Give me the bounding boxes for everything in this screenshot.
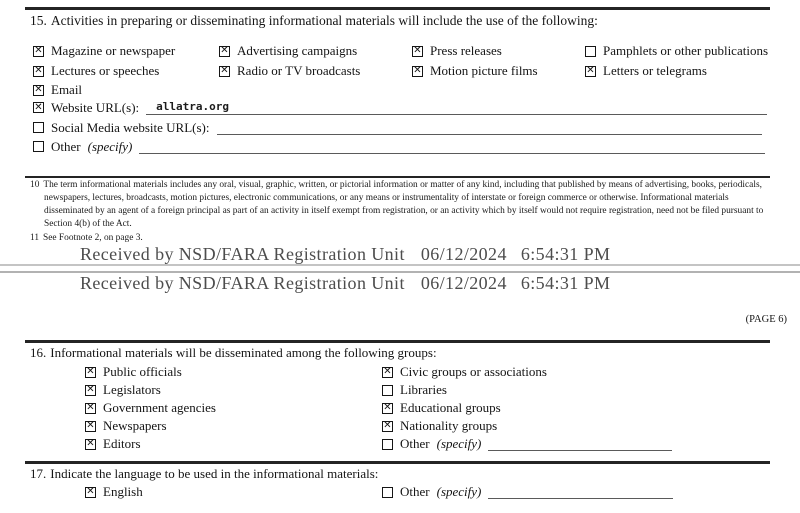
option-label: Email: [51, 82, 83, 97]
footnote-11: [30, 232, 775, 245]
checkbox-q15-other[interactable]: [33, 141, 44, 152]
checkbox-q17-other[interactable]: [382, 487, 393, 498]
website-url-field[interactable]: [146, 99, 767, 115]
option-pamphlets: [585, 43, 768, 59]
footnote-11-number: 11: [30, 232, 40, 243]
option-press-releases: [412, 43, 585, 59]
option-libraries: [382, 381, 672, 399]
q16-other-field[interactable]: [488, 435, 672, 451]
question-16-right-column: [382, 363, 672, 453]
social-media-url-field[interactable]: [217, 119, 763, 135]
option-label: English: [103, 484, 143, 499]
option-label: Newspapers: [103, 418, 167, 433]
checkbox-english[interactable]: [85, 487, 96, 498]
q16-other-specify-label: (specify): [436, 436, 482, 451]
option-label: Government agencies: [103, 400, 216, 415]
option-educational-groups: [382, 399, 672, 417]
option-editors: [85, 435, 216, 453]
option-label: Libraries: [400, 382, 447, 397]
option-government-agencies: [85, 399, 216, 417]
option-letters-or-telegrams: [585, 63, 768, 79]
section-divider: [25, 461, 770, 464]
checkbox-magazine-or-newspaper[interactable]: [33, 46, 44, 57]
checkbox-email[interactable]: [33, 85, 44, 96]
checkbox-editors[interactable]: [85, 439, 96, 450]
checkbox-civic-groups[interactable]: [382, 367, 393, 378]
question-15-number: 15.: [30, 13, 47, 28]
option-label: Legislators: [103, 382, 161, 397]
question-17-title: Indicate the language to be used in the informational materials:: [50, 466, 379, 481]
question-17-number: 17.: [30, 466, 47, 481]
option-radio-tv-broadcasts: [219, 63, 412, 79]
checkbox-social-media-url[interactable]: [33, 122, 44, 133]
option-label: Civic groups or associations: [400, 364, 547, 379]
stamp-text: Received by NSD/FARA Registration Unit: [80, 273, 405, 293]
option-q16-other: [382, 435, 672, 453]
option-label: Advertising campaigns: [237, 43, 358, 58]
social-media-url-row: [33, 119, 762, 136]
option-label: Editors: [103, 436, 141, 451]
checkbox-q16-other[interactable]: [382, 439, 393, 450]
checkbox-libraries[interactable]: [382, 385, 393, 396]
website-url-row: [33, 99, 767, 116]
option-legislators: [85, 381, 216, 399]
section-divider: [25, 340, 770, 343]
stamp-date: 06/12/2024: [420, 273, 507, 293]
checkbox-lectures-or-speeches[interactable]: [33, 66, 44, 77]
checkbox-legislators[interactable]: [85, 385, 96, 396]
stamp-text: Received by NSD/FARA Registration Unit: [80, 244, 405, 264]
received-stamp-2: [80, 273, 610, 293]
q16-other-label: Other: [400, 436, 430, 451]
option-english: [85, 483, 143, 501]
question-16-title: Informational materials will be disseminated among the following groups:: [50, 345, 437, 360]
q17-other-specify-label: (specify): [436, 484, 482, 499]
option-label: Press releases: [430, 43, 502, 58]
footnote-10-number: 10: [30, 180, 40, 190]
option-label: Lectures or speeches: [51, 63, 160, 78]
option-advertising-campaigns: [219, 43, 412, 59]
option-label: Public officials: [103, 364, 182, 379]
page-boundary-line-top: [0, 264, 800, 266]
question-15-title: Activities in preparing or disseminating informational materials will include the use of the following:: [50, 13, 598, 28]
q15-other-specify-label: (specify): [87, 138, 133, 154]
checkbox-letters-or-telegrams[interactable]: [585, 66, 596, 77]
social-media-url-label: Social Media website URL(s):: [51, 119, 210, 135]
question-16-number: 16.: [30, 345, 47, 360]
received-stamp-1: [80, 244, 610, 264]
website-url-label: Website URL(s):: [51, 99, 140, 115]
option-email: [33, 82, 82, 98]
footnote-11-text: See Footnote 2, on page 3.: [43, 232, 143, 243]
website-url-value: allatra.org: [156, 100, 229, 113]
q17-other-field[interactable]: [488, 483, 673, 499]
q15-other-field[interactable]: [139, 138, 765, 154]
option-lectures-or-speeches: [33, 63, 219, 79]
checkbox-government-agencies[interactable]: [85, 403, 96, 414]
checkbox-press-releases[interactable]: [412, 46, 423, 57]
option-motion-picture-films: [412, 63, 585, 79]
section-divider: [25, 7, 770, 10]
option-label: Motion picture films: [430, 63, 538, 78]
checkbox-website-url[interactable]: [33, 102, 44, 113]
checkbox-newspapers[interactable]: [85, 421, 96, 432]
q15-other-label: Other: [51, 138, 81, 154]
checkbox-radio-tv-broadcasts[interactable]: [219, 66, 230, 77]
option-magazine-or-newspaper: [33, 43, 219, 59]
question-15-header: [30, 13, 598, 29]
stamp-time: 6:54:31 PM: [520, 244, 611, 264]
stamp-date: 06/12/2024: [420, 244, 507, 264]
q15-other-row: [33, 138, 765, 155]
option-label: Letters or telegrams: [603, 63, 707, 78]
option-newspapers: [85, 417, 216, 435]
option-nationality-groups: [382, 417, 672, 435]
question-16-header: [30, 345, 437, 361]
question-16-left-column: [85, 363, 216, 453]
question-17-header: [30, 466, 378, 482]
page-number-label: (PAGE 6): [745, 314, 787, 325]
checkbox-advertising-campaigns[interactable]: [219, 46, 230, 57]
option-label: Pamphlets or other publications: [603, 43, 769, 58]
checkbox-motion-picture-films[interactable]: [412, 66, 423, 77]
option-label: Educational groups: [400, 400, 501, 415]
checkbox-pamphlets[interactable]: [585, 46, 596, 57]
stamp-time: 6:54:31 PM: [520, 273, 611, 293]
checkbox-public-officials[interactable]: [85, 367, 96, 378]
option-q17-other: [382, 483, 673, 501]
checkbox-nationality-groups[interactable]: [382, 421, 393, 432]
q17-other-label: Other: [400, 484, 430, 499]
option-label: Radio or TV broadcasts: [237, 63, 361, 78]
question-15-options: [33, 43, 768, 79]
footnote-10-text: The term informational materials includes any oral, visual, graphic, written, or pictorial information or matter of any kind, including that published by means of advertising, books, periodicals, newspapers, lectures, broadcasts, motion pictures, electronic communications, or any means or instrumentality of interstate or foreign commerce or otherwise. Informational materials disseminated by an agent of a foreign principal as part of an activity in itself exempt from registration, or an activity which by itself would not require registration, need not be filed pursuant to Section 4(b) of the Act.: [43, 180, 764, 229]
option-civic-groups: [382, 363, 672, 381]
footnote-divider: [25, 176, 770, 178]
footnotes: [30, 179, 775, 246]
option-label: Magazine or newspaper: [51, 43, 176, 58]
footnote-10: [30, 179, 775, 231]
option-label: Nationality groups: [400, 418, 498, 433]
checkbox-educational-groups[interactable]: [382, 403, 393, 414]
option-public-officials: [85, 363, 216, 381]
